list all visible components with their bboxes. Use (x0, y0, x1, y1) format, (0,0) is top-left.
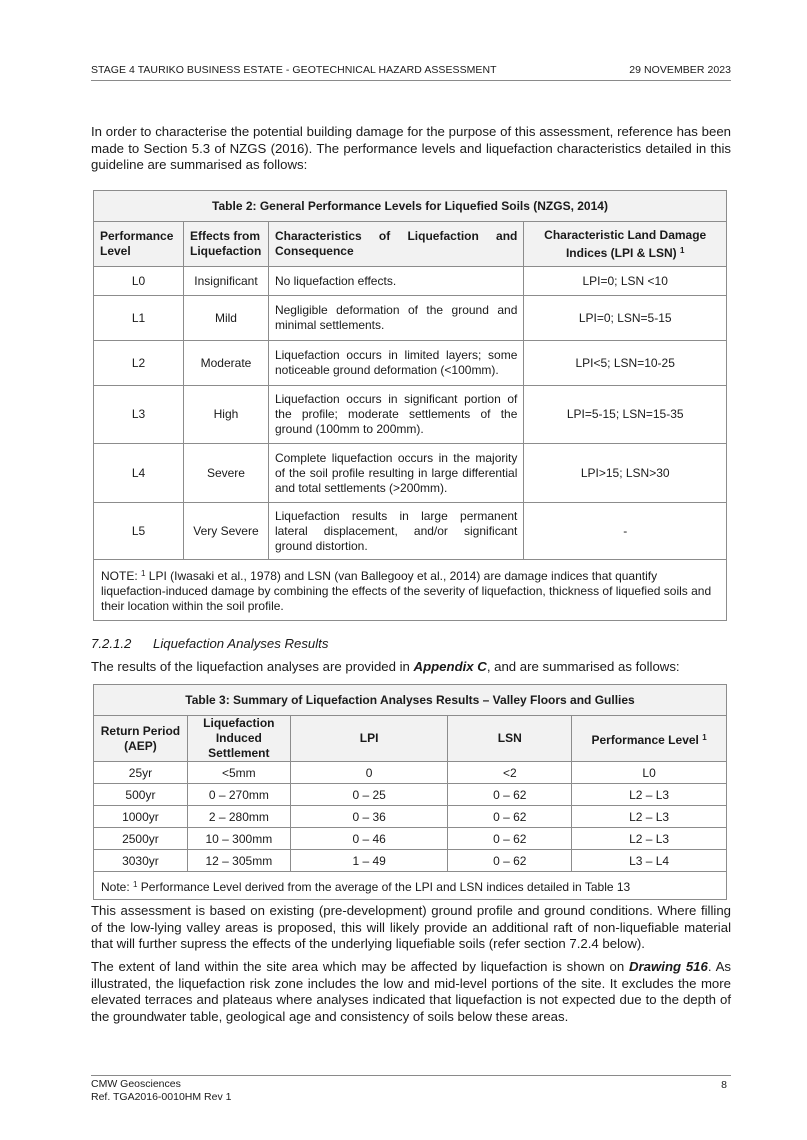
cell-characteristics: Complete liquefaction occurs in the majority of the soil profile resulting in large differential and total settlements (>200mm). (268, 444, 523, 503)
table-row (94, 341, 727, 386)
extent-paragraph: The extent of land within the site area which may be affected by liquefaction is shown on Drawing 516. As illustrated, the liquefaction risk zone includes the low and mid-level portions of the site. It excludes the more elevated terraces and plateaus where analyses indicated that liquefaction is not expected due to the depth of the groundwater table, geological age and consistency of soils below these areas. (91, 959, 731, 1024)
cell-settlement: 12 – 305mm (187, 850, 290, 872)
cell-level: L0 (572, 762, 727, 784)
results-paragraph: The results of the liquefaction analyses are provided in Appendix C, and are summarised as follows: (91, 659, 680, 674)
table3-caption: Table 3: Summary of Liquefaction Analyses Results – Valley Floors and Gullies (94, 685, 727, 716)
table-row (94, 267, 727, 296)
table2-header-indices: Characteristic Land Damage Indices (LPI & LSN) $^1$ (524, 222, 727, 267)
cell-lsn: 0 – 62 (448, 784, 572, 806)
cell-period: 3030yr (94, 850, 188, 872)
cell-characteristics: No liquefaction effects. (268, 267, 523, 296)
table-row (94, 503, 727, 560)
cell-level: L2 – L3 (572, 784, 727, 806)
document-title: STAGE 4 TAURIKO BUSINESS ESTATE - GEOTECHNICAL HAZARD ASSESSMENT (91, 64, 497, 76)
table2-header-effects: Effects from Liquefaction (183, 222, 268, 267)
cell-level: L2 – L3 (572, 806, 727, 828)
footer-company: CMW Geosciences (91, 1078, 181, 1090)
cell-lsn: 0 – 62 (448, 828, 572, 850)
cell-settlement: <5mm (187, 762, 290, 784)
footer-reference: Ref. TGA2016-0010HM Rev 1 (91, 1090, 232, 1103)
page-number: 8 (721, 1079, 727, 1091)
document-date: 29 NOVEMBER 2023 (629, 64, 731, 76)
footnote-marker: 1 (702, 732, 707, 742)
cell-lpi: 0 – 46 (290, 828, 448, 850)
footnote-marker: 1 (141, 569, 146, 578)
page-footer (91, 1075, 731, 1103)
cell-level: L3 (94, 386, 184, 444)
cell-level: L2 (94, 341, 184, 386)
table-liquefaction-results (93, 684, 727, 900)
section-heading (91, 636, 328, 651)
cell-settlement: 0 – 270mm (187, 784, 290, 806)
table-row (94, 806, 727, 828)
page-header (91, 64, 731, 81)
cell-effect: Mild (183, 296, 268, 341)
cell-period: 2500yr (94, 828, 188, 850)
table-performance-levels (93, 190, 727, 621)
cell-lpi: 0 – 25 (290, 784, 448, 806)
cell-lpi: 0 (290, 762, 448, 784)
cell-level: L2 – L3 (572, 828, 727, 850)
table-row (94, 296, 727, 341)
cell-lpi: 0 – 36 (290, 806, 448, 828)
table2-header-level: Performance Level (94, 222, 184, 267)
cell-period: 500yr (94, 784, 188, 806)
cell-level: L3 – L4 (572, 850, 727, 872)
cell-level: L1 (94, 296, 184, 341)
table3-note: Note: $^1$ Performance Level derived from the average of the LPI and LSN indices detailed in Table 13 (94, 872, 727, 900)
cell-effect: Insignificant (183, 267, 268, 296)
cell-indices: LPI=0; LSN <10 (524, 267, 727, 296)
cell-level: L0 (94, 267, 184, 296)
cell-level: L5 (94, 503, 184, 560)
section-title: Liquefaction Analyses Results (153, 636, 329, 651)
section-number: 7.2.1.2 (91, 636, 132, 651)
cell-lpi: 1 – 49 (290, 850, 448, 872)
cell-indices: LPI>15; LSN>30 (524, 444, 727, 503)
table2-caption: Table 2: General Performance Levels for Liquefied Soils (NZGS, 2014) (94, 191, 727, 222)
cell-indices: LPI=0; LSN=5-15 (524, 296, 727, 341)
cell-characteristics: Liquefaction occurs in significant portion of the profile; moderate settlements of the ground (100mm to 200mm). (268, 386, 523, 444)
cell-settlement: 2 – 280mm (187, 806, 290, 828)
table2-note: NOTE: $^1$ LPI (Iwasaki et al., 1978) and LSN (van Ballegooy et al., 2014) are damage indices that quantify liquefaction-induced damage by combining the effects of the severity of liquefaction, thickness of liquefied soils and their location within the soil profile. (94, 560, 727, 621)
cell-lsn: 0 – 62 (448, 806, 572, 828)
cell-characteristics: Negligible deformation of the ground and minimal settlements. (268, 296, 523, 341)
table3-header-level: Performance Level $^1$ (572, 716, 727, 762)
cell-level: L4 (94, 444, 184, 503)
table-row (94, 784, 727, 806)
table2-note-row (94, 560, 727, 621)
table-row (94, 762, 727, 784)
drawing-reference: Drawing 516 (629, 959, 708, 974)
table3-note-row (94, 872, 727, 900)
cell-effect: Very Severe (183, 503, 268, 560)
cell-characteristics: Liquefaction results in large permanent lateral displacement, and/or significant ground distortion. (268, 503, 523, 560)
table3-header-settlement: Liquefaction Induced Settlement (187, 716, 290, 762)
appendix-reference: Appendix C (413, 659, 487, 674)
cell-effect: Severe (183, 444, 268, 503)
table2-header-characteristics: Characteristics of Liquefaction and Consequence (268, 222, 523, 267)
cell-period: 1000yr (94, 806, 188, 828)
table3-header-lsn: LSN (448, 716, 572, 762)
cell-indices: LPI<5; LSN=10-25 (524, 341, 727, 386)
cell-lsn: <2 (448, 762, 572, 784)
cell-settlement: 10 – 300mm (187, 828, 290, 850)
table3-header-lpi: LPI (290, 716, 448, 762)
table-row (94, 386, 727, 444)
cell-lsn: 0 – 62 (448, 850, 572, 872)
table-row (94, 444, 727, 503)
footnote-marker: 1 (133, 879, 138, 889)
cell-characteristics: Liquefaction occurs in limited layers; some noticeable ground deformation (<100mm). (268, 341, 523, 386)
intro-paragraph: In order to characterise the potential building damage for the purpose of this assessment, reference has been made to Section 5.3 of NZGS (2016). The performance levels and liquefaction characteristics detailed in this guideline are summarised as follows: (91, 124, 731, 172)
table-row (94, 828, 727, 850)
cell-effect: High (183, 386, 268, 444)
assessment-paragraph: This assessment is based on existing (pre-development) ground profile and ground conditions. Where filling of the low-lying valley areas is proposed, this will likely provide an additional raft of non-liquefiable material that will further supress the effects of the underlying liquefiable soils (refer section 7.2.4 below). (91, 903, 731, 951)
table3-header-period: Return Period (AEP) (94, 716, 188, 762)
cell-indices: LPI=5-15; LSN=15-35 (524, 386, 727, 444)
cell-effect: Moderate (183, 341, 268, 386)
cell-period: 25yr (94, 762, 188, 784)
footnote-marker: 1 (679, 245, 685, 255)
cell-indices: - (524, 503, 727, 560)
table-row (94, 850, 727, 872)
